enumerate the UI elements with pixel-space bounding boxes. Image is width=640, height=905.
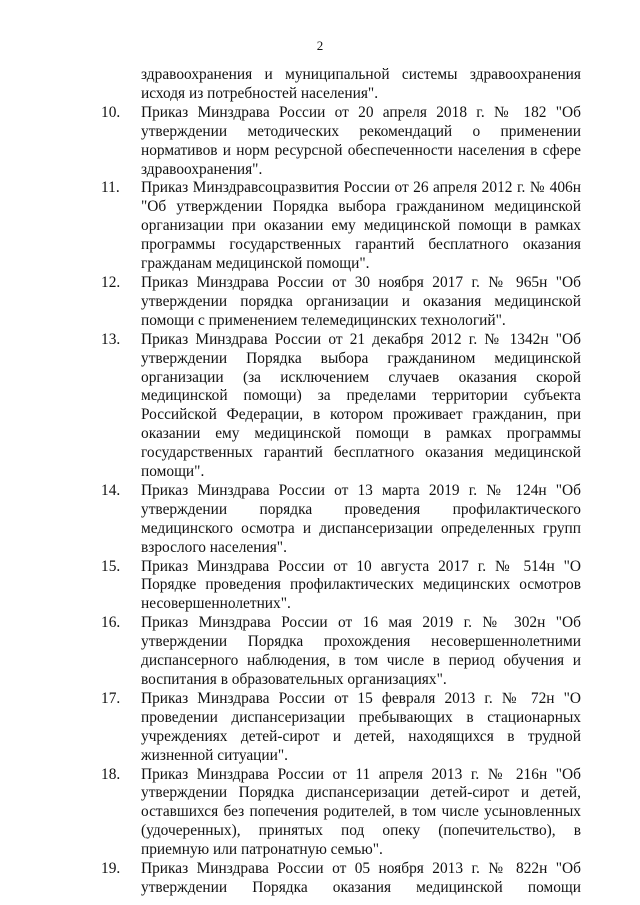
page-number: 2 <box>316 38 324 53</box>
list-item-text: Приказ Минздрава России от 13 марта 2019 г. № 124н "Об утверждении порядка проведения профилактического медицинского осмотра и диспансеризации определенных групп взрослого населения". <box>141 481 581 556</box>
list-item <box>101 104 581 180</box>
list-item-number: 10. <box>101 103 121 121</box>
list-item-text: Приказ Минздрава России от 05 ноября 2013 г. № 822н "Об утверждении Порядка оказания медицинской помощи <box>141 860 581 896</box>
list-item <box>101 766 581 861</box>
list-item-text: Приказ Минздрава России от 30 ноября 2017 г. № 965н "Об утверждении порядка организации и оказания медицинской помощи с применением телемедицинских технологий". <box>141 273 581 329</box>
list-item-text: Приказ Минздравсоцразвития России от 26 апреля 2012 г. № 406н "Об утверждении Порядка выбора гражданином медицинской организации при оказании ему медицинской помощи в рамках программы государственных гарантий бесплатного оказания гражданам медицинской помощи". <box>141 179 581 273</box>
list-item-number: 16. <box>101 614 121 632</box>
list-item-text: Приказ Минздрава России от 15 февраля 2013 г. № 72н "О проведении диспансеризации пребывающих в стационарных учреждениях детей-сирот и детей, находящихся в трудной жизненной ситуации". <box>141 689 581 764</box>
list-item <box>101 614 581 690</box>
list-item-number: 12. <box>101 273 121 291</box>
list-item <box>101 179 581 274</box>
list-item <box>101 558 581 615</box>
list-item <box>101 482 581 558</box>
list-item-number: 15. <box>101 557 121 575</box>
list-item-number: 18. <box>101 765 121 783</box>
list-item-text: Приказ Минздрава России от 16 мая 2019 г. № 302н "Об утверждении Порядка прохождения несовершеннолетними диспансерного наблюдения, в том числе в период обучения и воспитания в образовательных организациях". <box>141 614 581 688</box>
list-item-text: Приказ Минздрава России от 10 августа 2017 г. № 514н "О Порядке проведения профилактических медицинских осмотров несовершеннолетних". <box>141 557 581 613</box>
document-body <box>101 66 581 898</box>
list-item-text: Приказ Минздрава России от 20 апреля 2018 г. № 182 "Об утверждении методических рекомендаций о применении нормативов и норм ресурсной обеспеченности населения в сфере здравоохранения". <box>141 103 581 178</box>
list-item-number: 11. <box>101 179 120 197</box>
list-item-number: 14. <box>101 481 121 499</box>
list-item-number: 13. <box>101 330 121 348</box>
list-item <box>101 331 581 482</box>
list-item-text: Приказ Минздрава России от 21 декабря 2012 г. № 1342н "Об утверждении Порядка выбора гражданином медицинской организации (за исключением случаев оказания скорой медицинской помощи) за пределами территории субъекта Российской Федерации, в котором проживает гражданин, при оказании ему медицинской помощи в рамках программы государственных гарантий бесплатного оказания медицинской помощи". <box>141 330 581 481</box>
list-item-text: Приказ Минздрава России от 11 апреля 2013 г. № 216н "Об утверждении Порядка диспансеризации детей-сирот и детей, оставшихся без попечения родителей, в том числе усыновленных (удочеренных), принятых под опеку (попечительство), в приемную или патронатную семью". <box>141 765 581 859</box>
list-item <box>101 274 581 331</box>
list-item <box>101 690 581 766</box>
list-item-number: 17. <box>101 689 121 707</box>
list-item <box>101 860 581 898</box>
list-item-number: 19. <box>101 860 121 878</box>
continuation-paragraph: здравоохранения и муниципальной системы здравоохранения исходя из потребностей населения". <box>141 66 581 102</box>
